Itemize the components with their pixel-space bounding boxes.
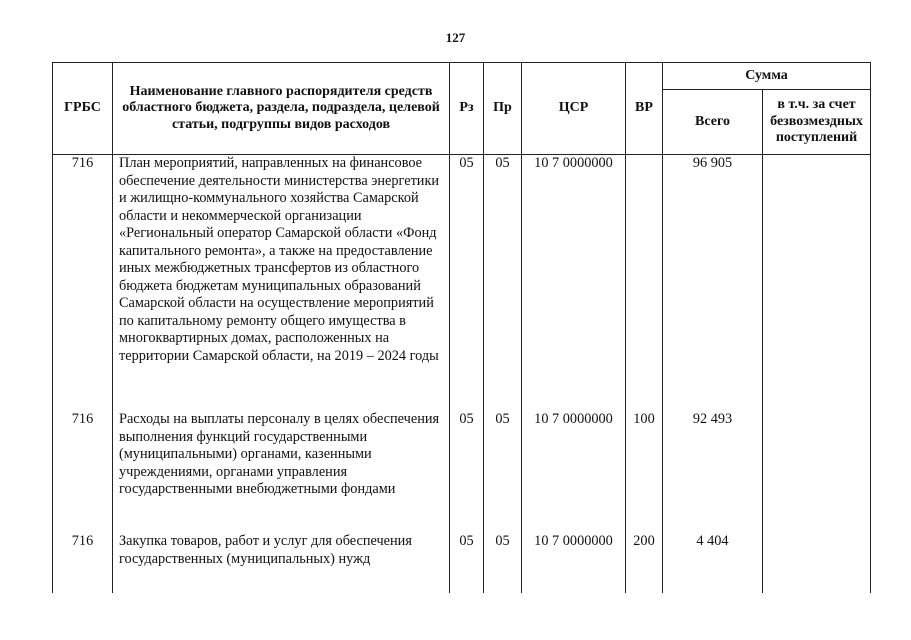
- cell-csr: 10 7 0000000: [522, 401, 626, 523]
- cell-vr: [626, 155, 663, 402]
- header-sum: Сумма: [663, 63, 871, 90]
- cell-total: 4 404: [663, 523, 763, 593]
- cell-rz: 05: [450, 401, 484, 523]
- cell-rz: 05: [450, 523, 484, 593]
- cell-free: [763, 401, 871, 523]
- cell-rz: 05: [450, 155, 484, 402]
- cell-pr: 05: [484, 401, 522, 523]
- table-row: [53, 523, 871, 593]
- cell-total: 96 905: [663, 155, 763, 402]
- cell-grbs: 716: [53, 523, 113, 593]
- budget-table: [52, 62, 871, 593]
- header-csr: ЦСР: [522, 63, 626, 155]
- header-pr: Пр: [484, 63, 522, 155]
- cell-free: [763, 523, 871, 593]
- cell-grbs: 716: [53, 401, 113, 523]
- cell-free: [763, 155, 871, 402]
- cell-csr: 10 7 0000000: [522, 155, 626, 402]
- cell-pr: 05: [484, 523, 522, 593]
- header-total: Всего: [663, 90, 763, 155]
- header-free: в т.ч. за счет безвозмездных поступлений: [763, 90, 871, 155]
- table-row: [53, 401, 871, 523]
- header-vr: ВР: [626, 63, 663, 155]
- cell-csr: 10 7 0000000: [522, 523, 626, 593]
- cell-name: Расходы на выплаты персоналу в целях обеспечения выполнения функций государственными (муниципальными) органами, казенными учреждениями, органами управления государственными внебюджетными фондами: [113, 401, 450, 523]
- cell-name: Закупка товаров, работ и услуг для обеспечения государственных (муниципальных) нужд: [113, 523, 450, 593]
- table-row: [53, 155, 871, 402]
- cell-name: План мероприятий, направленных на финансовое обеспечение деятельности министерства энергетики и жилищно-коммунального хозяйства Самарской области и некоммерческой организации «Региональный оператор Самарской области «Фонд капитального ремонта», а также на предоставление иных межбюджетных трансфертов из областного бюджета бюджетам муниципальных образований Самарской области на осуществление мероприятий по капитальному ремонту общего имущества в многоквартирных домах, расположенных на территории Самарской области, на 2019 – 2024 годы: [113, 155, 450, 402]
- cell-vr: 200: [626, 523, 663, 593]
- cell-total: 92 493: [663, 401, 763, 523]
- page-number: 127: [445, 30, 466, 45]
- cell-vr: 100: [626, 401, 663, 523]
- header-grbs: ГРБС: [53, 63, 113, 155]
- cell-grbs: 716: [53, 155, 113, 402]
- header-name: Наименование главного распорядителя средств областного бюджета, раздела, подраздела, целевой статьи, подгруппы видов расходов: [113, 63, 450, 155]
- cell-pr: 05: [484, 155, 522, 402]
- header-rz: Рз: [450, 63, 484, 155]
